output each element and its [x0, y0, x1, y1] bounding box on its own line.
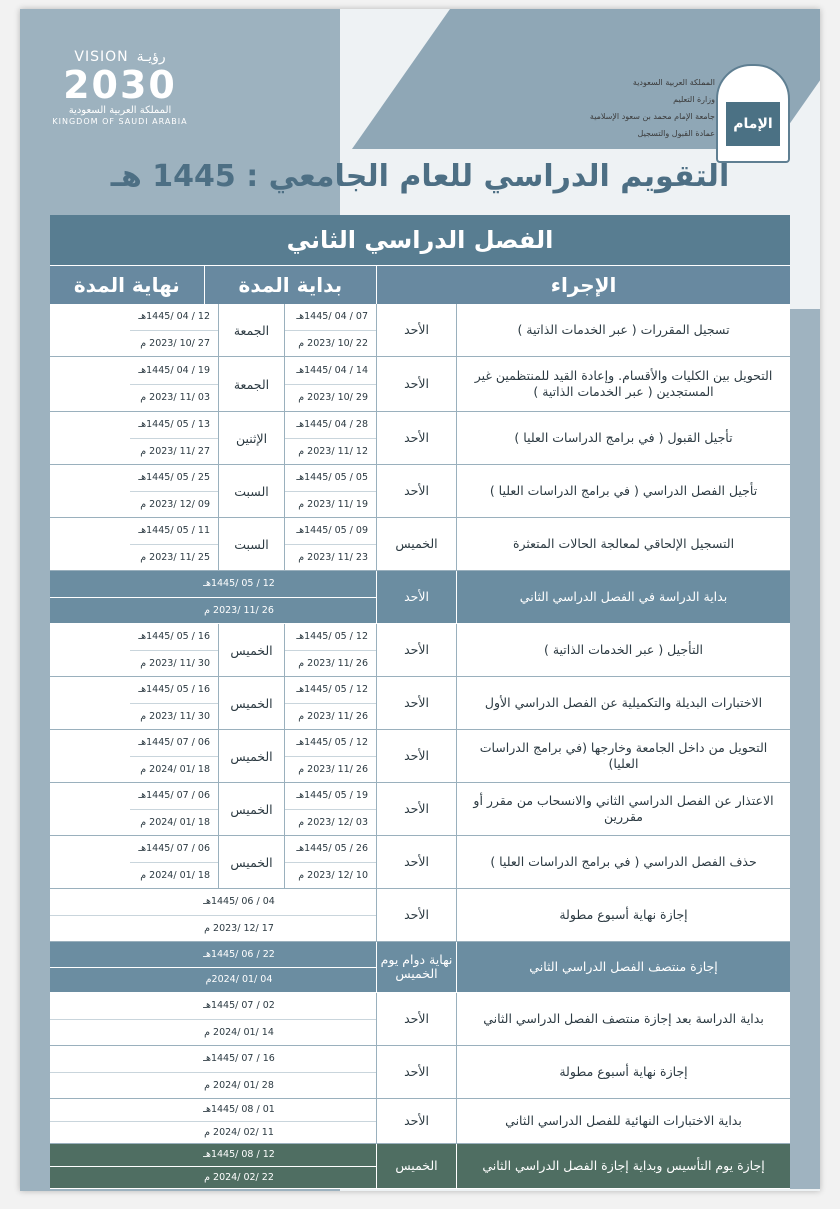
table-row	[50, 889, 790, 942]
start-day-cell: نهاية دوام يوم الخميس	[376, 942, 456, 992]
end-date-cell	[130, 730, 218, 782]
end-day-cell: الخميس	[218, 677, 284, 729]
gregorian-date: 14 /01 /2024 م	[204, 1026, 274, 1038]
hijri-date: 06 / 07 /1445هـ	[130, 730, 218, 757]
gregorian-date: 18 /01 /2024 م	[140, 869, 210, 881]
vision-country-ar: المملكة العربية السعودية	[68, 105, 172, 116]
gregorian-date: 28 /01 /2024 م	[204, 1079, 274, 1091]
start-day-cell: الخميس	[376, 518, 456, 570]
gregorian-date: 23 /11 /2023 م	[298, 551, 368, 563]
end-day-cell: الجمعة	[218, 357, 284, 411]
date-cell	[50, 1099, 376, 1143]
action-cell: الاختبارات البديلة والتكميلية عن الفصل الدراسي الأول	[456, 677, 790, 729]
header-end: نهاية المدة	[73, 273, 180, 297]
start-day-cell: الأحد	[376, 836, 456, 888]
start-day-cell: الأحد	[376, 1099, 456, 1143]
end-date-cell	[130, 783, 218, 835]
gregorian-date: 18 /01 /2024 م	[140, 816, 210, 828]
hijri-date: 12 / 05 /1445هـ	[285, 677, 376, 704]
table-row	[50, 518, 790, 571]
table-row	[50, 1046, 790, 1099]
table-row	[50, 942, 790, 993]
start-date-cell	[284, 304, 376, 356]
hijri-date: 28 / 04 /1445هـ	[285, 412, 376, 439]
hijri-date: 12 / 05 /1445هـ	[285, 624, 376, 651]
hijri-date: 01 / 08 /1445هـ	[50, 1099, 376, 1122]
hijri-date: 02 / 07 /1445هـ	[50, 993, 376, 1020]
gregorian-date: 30 /11 /2023 م	[140, 710, 210, 722]
end-date-cell	[130, 624, 218, 676]
start-day-cell: الأحد	[376, 993, 456, 1045]
table-row	[50, 624, 790, 677]
hijri-date: 22 / 06 /1445هـ	[50, 942, 376, 968]
semester-title: الفصل الدراسي الثاني	[50, 215, 790, 265]
hijri-date: 06 / 07 /1445هـ	[130, 783, 218, 810]
gregorian-date: 18 /01 /2024 م	[140, 763, 210, 775]
organization-block	[590, 74, 715, 142]
hijri-date: 16 / 07 /1445هـ	[50, 1046, 376, 1073]
action-cell: بداية الدراسة في الفصل الدراسي الثاني	[456, 571, 790, 623]
org-line: عمادة القبول والتسجيل	[637, 129, 715, 138]
gregorian-date: 10 /12 /2023 م	[298, 869, 368, 881]
gregorian-date: 26 /11 /2023 م	[298, 763, 368, 775]
university-logo	[716, 64, 790, 163]
calendar-table	[50, 215, 790, 1189]
table-row	[50, 993, 790, 1046]
start-date-cell	[284, 518, 376, 570]
gregorian-date: 22 /02 /2024 م	[204, 1171, 274, 1183]
gregorian-date: 12 /11 /2023 م	[298, 445, 368, 457]
hijri-date: 16 / 05 /1445هـ	[130, 624, 218, 651]
logo-text: الإمام	[726, 102, 780, 146]
table-row	[50, 1144, 790, 1189]
table-row	[50, 465, 790, 518]
vision-country-en: KINGDOM OF SAUDI ARABIA	[52, 117, 188, 126]
action-cell: التأجيل ( عبر الخدمات الذاتية )	[456, 624, 790, 676]
hijri-date: 19 / 05 /1445هـ	[285, 783, 376, 810]
end-date-cell	[130, 836, 218, 888]
end-date-cell	[130, 304, 218, 356]
gregorian-date: 03 /12 /2023 م	[298, 816, 368, 828]
gregorian-date: 22 /10 /2023 م	[298, 337, 368, 349]
end-day-cell: الخميس	[218, 783, 284, 835]
start-day-cell: الأحد	[376, 624, 456, 676]
action-cell: إجازة منتصف الفصل الدراسي الثاني	[456, 942, 790, 992]
action-cell: تأجيل القبول ( في برامج الدراسات العليا )	[456, 412, 790, 464]
vision-latin: VISION	[74, 49, 129, 65]
hijri-date: 19 / 04 /1445هـ	[130, 357, 218, 385]
gregorian-date: 30 /11 /2023 م	[140, 657, 210, 669]
end-date-cell	[130, 465, 218, 517]
vision-year: 2030	[63, 63, 177, 107]
gregorian-date: 04 /01 /2024م	[205, 974, 273, 986]
table-row	[50, 677, 790, 730]
table-header	[50, 265, 790, 304]
hijri-date: 13 / 05 /1445هـ	[130, 412, 218, 439]
vision-arabic: رؤيـة	[136, 49, 166, 65]
calendar-page	[20, 9, 820, 1191]
gregorian-date: 27 /10 /2023 م	[140, 337, 210, 349]
date-cell	[50, 1144, 376, 1188]
table-row	[50, 571, 790, 624]
gregorian-date: 27 /11 /2023 م	[140, 445, 210, 457]
gregorian-date: 25 /11 /2023 م	[140, 551, 210, 563]
start-day-cell: الأحد	[376, 677, 456, 729]
hijri-date: 12 / 08 /1445هـ	[50, 1144, 376, 1167]
hijri-date: 26 / 05 /1445هـ	[285, 836, 376, 863]
hijri-date: 12 / 05 /1445هـ	[50, 571, 376, 598]
date-cell	[50, 1046, 376, 1098]
table-row	[50, 412, 790, 465]
start-day-cell: الأحد	[376, 412, 456, 464]
start-day-cell: الأحد	[376, 465, 456, 517]
end-day-cell: الجمعة	[218, 304, 284, 356]
action-cell: التسجيل الإلحاقي لمعالجة الحالات المتعثرة	[456, 518, 790, 570]
org-line: وزارة التعليم	[673, 95, 715, 104]
end-day-cell: الخميس	[218, 836, 284, 888]
start-day-cell: الأحد	[376, 730, 456, 782]
start-date-cell	[284, 836, 376, 888]
start-day-cell: الأحد	[376, 783, 456, 835]
start-day-cell: الأحد	[376, 571, 456, 623]
start-day-cell: الأحد	[376, 889, 456, 941]
gregorian-date: 26 /11 /2023 م	[298, 710, 368, 722]
action-cell: بداية الاختبارات النهائية للفصل الدراسي الثاني	[456, 1099, 790, 1143]
hijri-date: 05 / 05 /1445هـ	[285, 465, 376, 492]
end-day-cell: السبت	[218, 465, 284, 517]
date-cell	[50, 571, 376, 623]
end-date-cell	[130, 357, 218, 411]
hijri-date: 07 / 04 /1445هـ	[285, 304, 376, 331]
action-cell: تسجيل المقررات ( عبر الخدمات الذاتية )	[456, 304, 790, 356]
action-cell: التحويل من داخل الجامعة وخارجها (في برامج الدراسات العليا)	[456, 730, 790, 782]
action-cell: الاعتذار عن الفصل الدراسي الثاني والانسحاب من مقرر أو مقررين	[456, 783, 790, 835]
table-row	[50, 357, 790, 412]
hijri-date: 14 / 04 /1445هـ	[285, 357, 376, 385]
gregorian-date: 11 /02 /2024 م	[204, 1126, 274, 1138]
vision-2030-logo	[45, 49, 195, 126]
gregorian-date: 26 /11 /2023 م	[204, 604, 274, 616]
action-cell: حذف الفصل الدراسي ( في برامج الدراسات العليا )	[456, 836, 790, 888]
gregorian-date: 19 /11 /2023 م	[298, 498, 368, 510]
start-day-cell: الأحد	[376, 304, 456, 356]
hijri-date: 12 / 04 /1445هـ	[130, 304, 218, 331]
action-cell: التحويل بين الكليات والأقسام. وإعادة القيد للمنتظمين غير المستجدين ( عبر الخدمات الذاتية )	[456, 357, 790, 411]
start-date-cell	[284, 465, 376, 517]
action-cell: إجازة نهاية أسبوع مطولة	[456, 1046, 790, 1098]
end-date-cell	[130, 677, 218, 729]
hijri-date: 12 / 05 /1445هـ	[285, 730, 376, 757]
gregorian-date: 09 /12 /2023 م	[140, 498, 210, 510]
action-cell: تأجيل الفصل الدراسي ( في برامج الدراسات العليا )	[456, 465, 790, 517]
action-cell: إجازة يوم التأسيس وبداية إجازة الفصل الدراسي الثاني	[456, 1144, 790, 1188]
gregorian-date: 17 /12 /2023 م	[204, 922, 274, 934]
table-row	[50, 730, 790, 783]
page-title: التقويم الدراسي للعام الجامعي : 1445 هـ	[110, 159, 730, 194]
table-row	[50, 783, 790, 836]
end-day-cell: الخميس	[218, 730, 284, 782]
table-body	[50, 304, 790, 1189]
start-day-cell: الخميس	[376, 1144, 456, 1188]
table-row	[50, 836, 790, 889]
date-cell	[50, 993, 376, 1045]
gregorian-date: 03 /11 /2023 م	[140, 392, 210, 404]
org-line: المملكة العربية السعودية	[632, 78, 715, 87]
start-date-cell	[284, 783, 376, 835]
end-day-cell: السبت	[218, 518, 284, 570]
table-row	[50, 1099, 790, 1144]
org-line: جامعة الإمام محمد بن سعود الإسلامية	[589, 112, 715, 121]
gregorian-date: 26 /11 /2023 م	[298, 657, 368, 669]
start-date-cell	[284, 357, 376, 411]
start-day-cell: الأحد	[376, 357, 456, 411]
end-date-cell	[130, 518, 218, 570]
start-date-cell	[284, 730, 376, 782]
start-date-cell	[284, 624, 376, 676]
start-date-cell	[284, 677, 376, 729]
hijri-date: 04 / 06 /1445هـ	[50, 889, 376, 916]
hijri-date: 25 / 05 /1445هـ	[130, 465, 218, 492]
start-date-cell	[284, 412, 376, 464]
end-day-cell: الخميس	[218, 624, 284, 676]
header-start: بداية المدة	[204, 266, 377, 304]
hijri-date: 06 / 07 /1445هـ	[130, 836, 218, 863]
end-day-cell: الإثنين	[218, 412, 284, 464]
gregorian-date: 29 /10 /2023 م	[298, 392, 368, 404]
date-cell	[50, 889, 376, 941]
action-cell: إجازة نهاية أسبوع مطولة	[456, 889, 790, 941]
hijri-date: 09 / 05 /1445هـ	[285, 518, 376, 545]
action-cell: بداية الدراسة بعد إجازة منتصف الفصل الدراسي الثاني	[456, 993, 790, 1045]
header-action: الإجراء	[376, 266, 790, 304]
hijri-date: 16 / 05 /1445هـ	[130, 677, 218, 704]
table-row	[50, 304, 790, 357]
start-day-cell: الأحد	[376, 1046, 456, 1098]
hijri-date: 11 / 05 /1445هـ	[130, 518, 218, 545]
date-cell	[50, 942, 376, 992]
end-date-cell	[130, 412, 218, 464]
